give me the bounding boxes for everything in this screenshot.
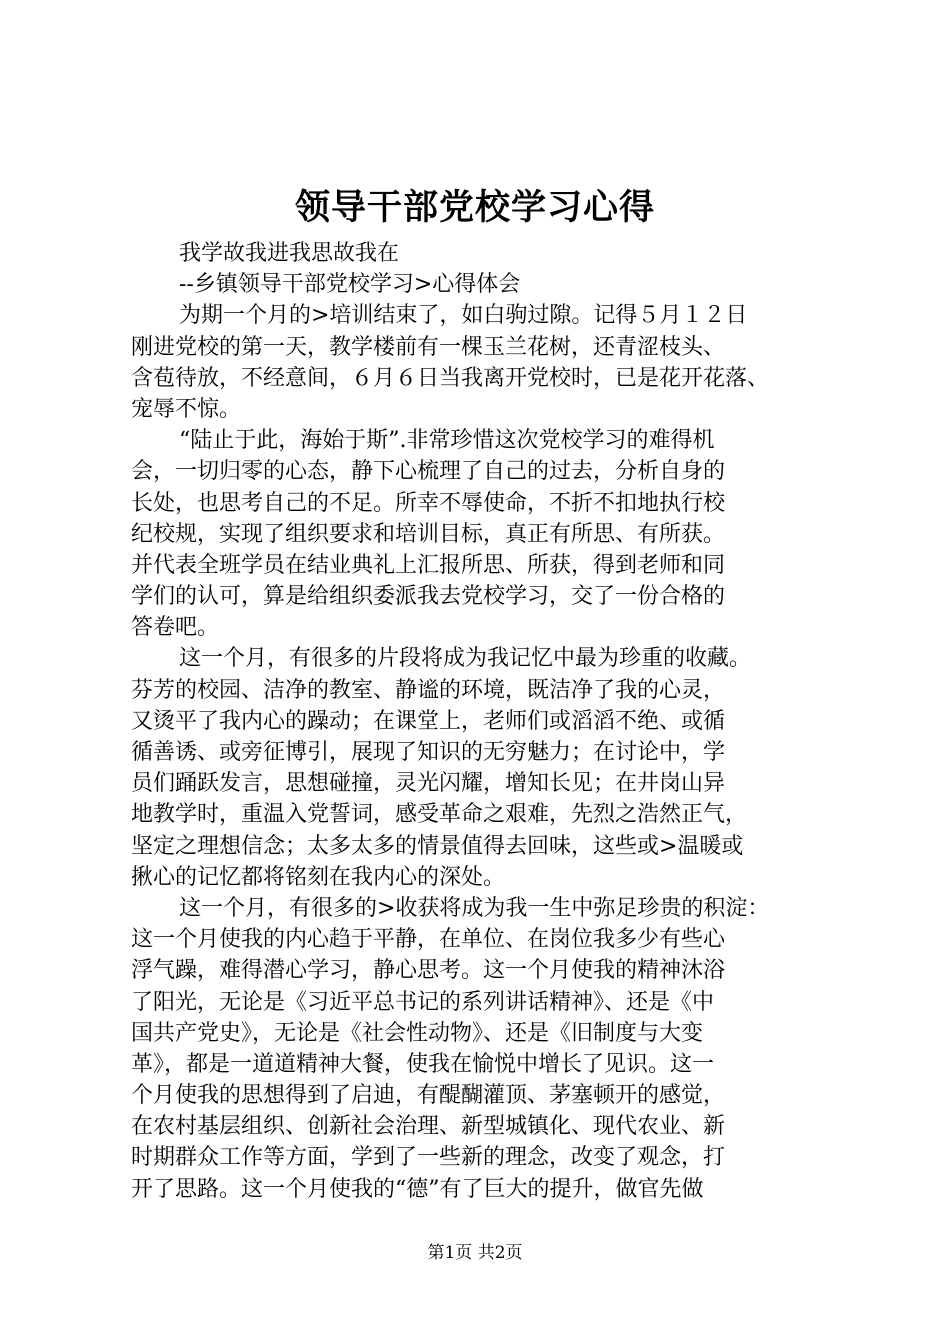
document-title: 领导干部党校学习心得: [294, 187, 655, 228]
paragraph-line: 循善诱、或旁征博引，展现了知识的无穷魅力；在讨论中，学: [131, 740, 726, 765]
paragraph-line: 地教学时，重温入党誓词，感受革命之艰难，先烈之浩然正气，: [131, 802, 748, 828]
paragraph-line: 坚定之理想信念；太多太多的情景值得去回味，这些或>温暖或: [131, 833, 744, 859]
paragraph-line: 浮气躁，难得潜心学习，静心思考。这一个月使我的精神沐浴: [131, 958, 726, 984]
paragraph-line: 这一个月使我的内心趋于平静，在单位、在岗位我多少有些心: [131, 927, 726, 953]
paragraph-line: 革》，都是一道道精神大餐，使我在愉悦中增长了见识。这一: [131, 1051, 715, 1077]
paragraph-line: 并代表全班学员在结业典礼上汇报所思、所获，得到老师和同: [131, 552, 726, 578]
paragraph-line: 个月使我的思想得到了启迪，有醍醐灌顶、茅塞顿开的感觉，: [131, 1083, 726, 1109]
paragraph-line: 芬芳的校园、洁净的教室、静谧的环境，既洁净了我的心灵，: [131, 677, 726, 703]
paragraph-line: 为期一个月的>培训结束了，如白驹过隙。记得５月１２日: [179, 303, 748, 329]
paragraph-line: “陆止于此，海始于斯”.非常珍惜这次党校学习的难得机: [179, 428, 715, 454]
paragraph-line: 答卷吧。: [131, 615, 220, 641]
paragraph-line: 这一个月，有很多的>收获将成为我一生中弥足珍贵的积淀：: [179, 895, 770, 921]
paragraph-line: 会，一切归零的心态，静下心梳理了自己的过去，分析自身的: [131, 459, 726, 485]
document-body: [131, 238, 831, 1205]
paragraph-line: 国共产党史》，无论是《社会性动物》、还是《旧制度与大变: [131, 1020, 704, 1046]
paragraph-line: 长处，也思考自己的不足。所幸不辱使命，不折不扣地执行校: [131, 490, 726, 516]
page-number-footer: 第1页 共2页: [427, 1243, 523, 1263]
paragraph-line: 时期群众工作等方面，学到了一些新的理念，改变了观念，打: [131, 1145, 726, 1171]
paragraph-line: 了阳光，无论是《习近平总书记的系列讲话精神》、还是《中: [131, 989, 715, 1015]
paragraph-line: 又烫平了我内心的躁动；在课堂上，老师们或滔滔不绝、或循: [131, 708, 726, 734]
subtitle-line: 我学故我进我思故我在: [179, 241, 400, 266]
subtitle-line: --乡镇领导干部党校学习>心得体会: [179, 272, 521, 298]
paragraph-line: 开了思路。这一个月使我的“德”有了巨大的提升，做官先做: [131, 1176, 704, 1202]
paragraph-line: 揪心的记忆都将铭刻在我内心的深处。: [131, 864, 506, 890]
paragraph-line: 这一个月，有很多的片段将成为我记忆中最为珍重的收藏。: [179, 646, 752, 672]
paragraph-line: 纪校规，实现了组织要求和培训目标，真正有所思、有所获。: [131, 521, 726, 547]
paragraph-line: 宠辱不惊。: [131, 396, 242, 422]
paragraph-line: 在农村基层组织、创新社会治理、新型城镇化、现代农业、新: [131, 1114, 726, 1140]
paragraph-line: 学们的认可，算是给组织委派我去党校学习，交了一份合格的: [131, 584, 726, 610]
paragraph-line: 刚进党校的第一天，教学楼前有一棵玉兰花树，还青涩枝头、: [131, 334, 726, 360]
paragraph-line: 员们踊跃发言，思想碰撞，灵光闪耀，增知长见；在井岗山异: [131, 771, 726, 797]
paragraph-line: 含苞待放，不经意间，６月６日当我离开党校时，已是花开花落、: [131, 365, 770, 391]
